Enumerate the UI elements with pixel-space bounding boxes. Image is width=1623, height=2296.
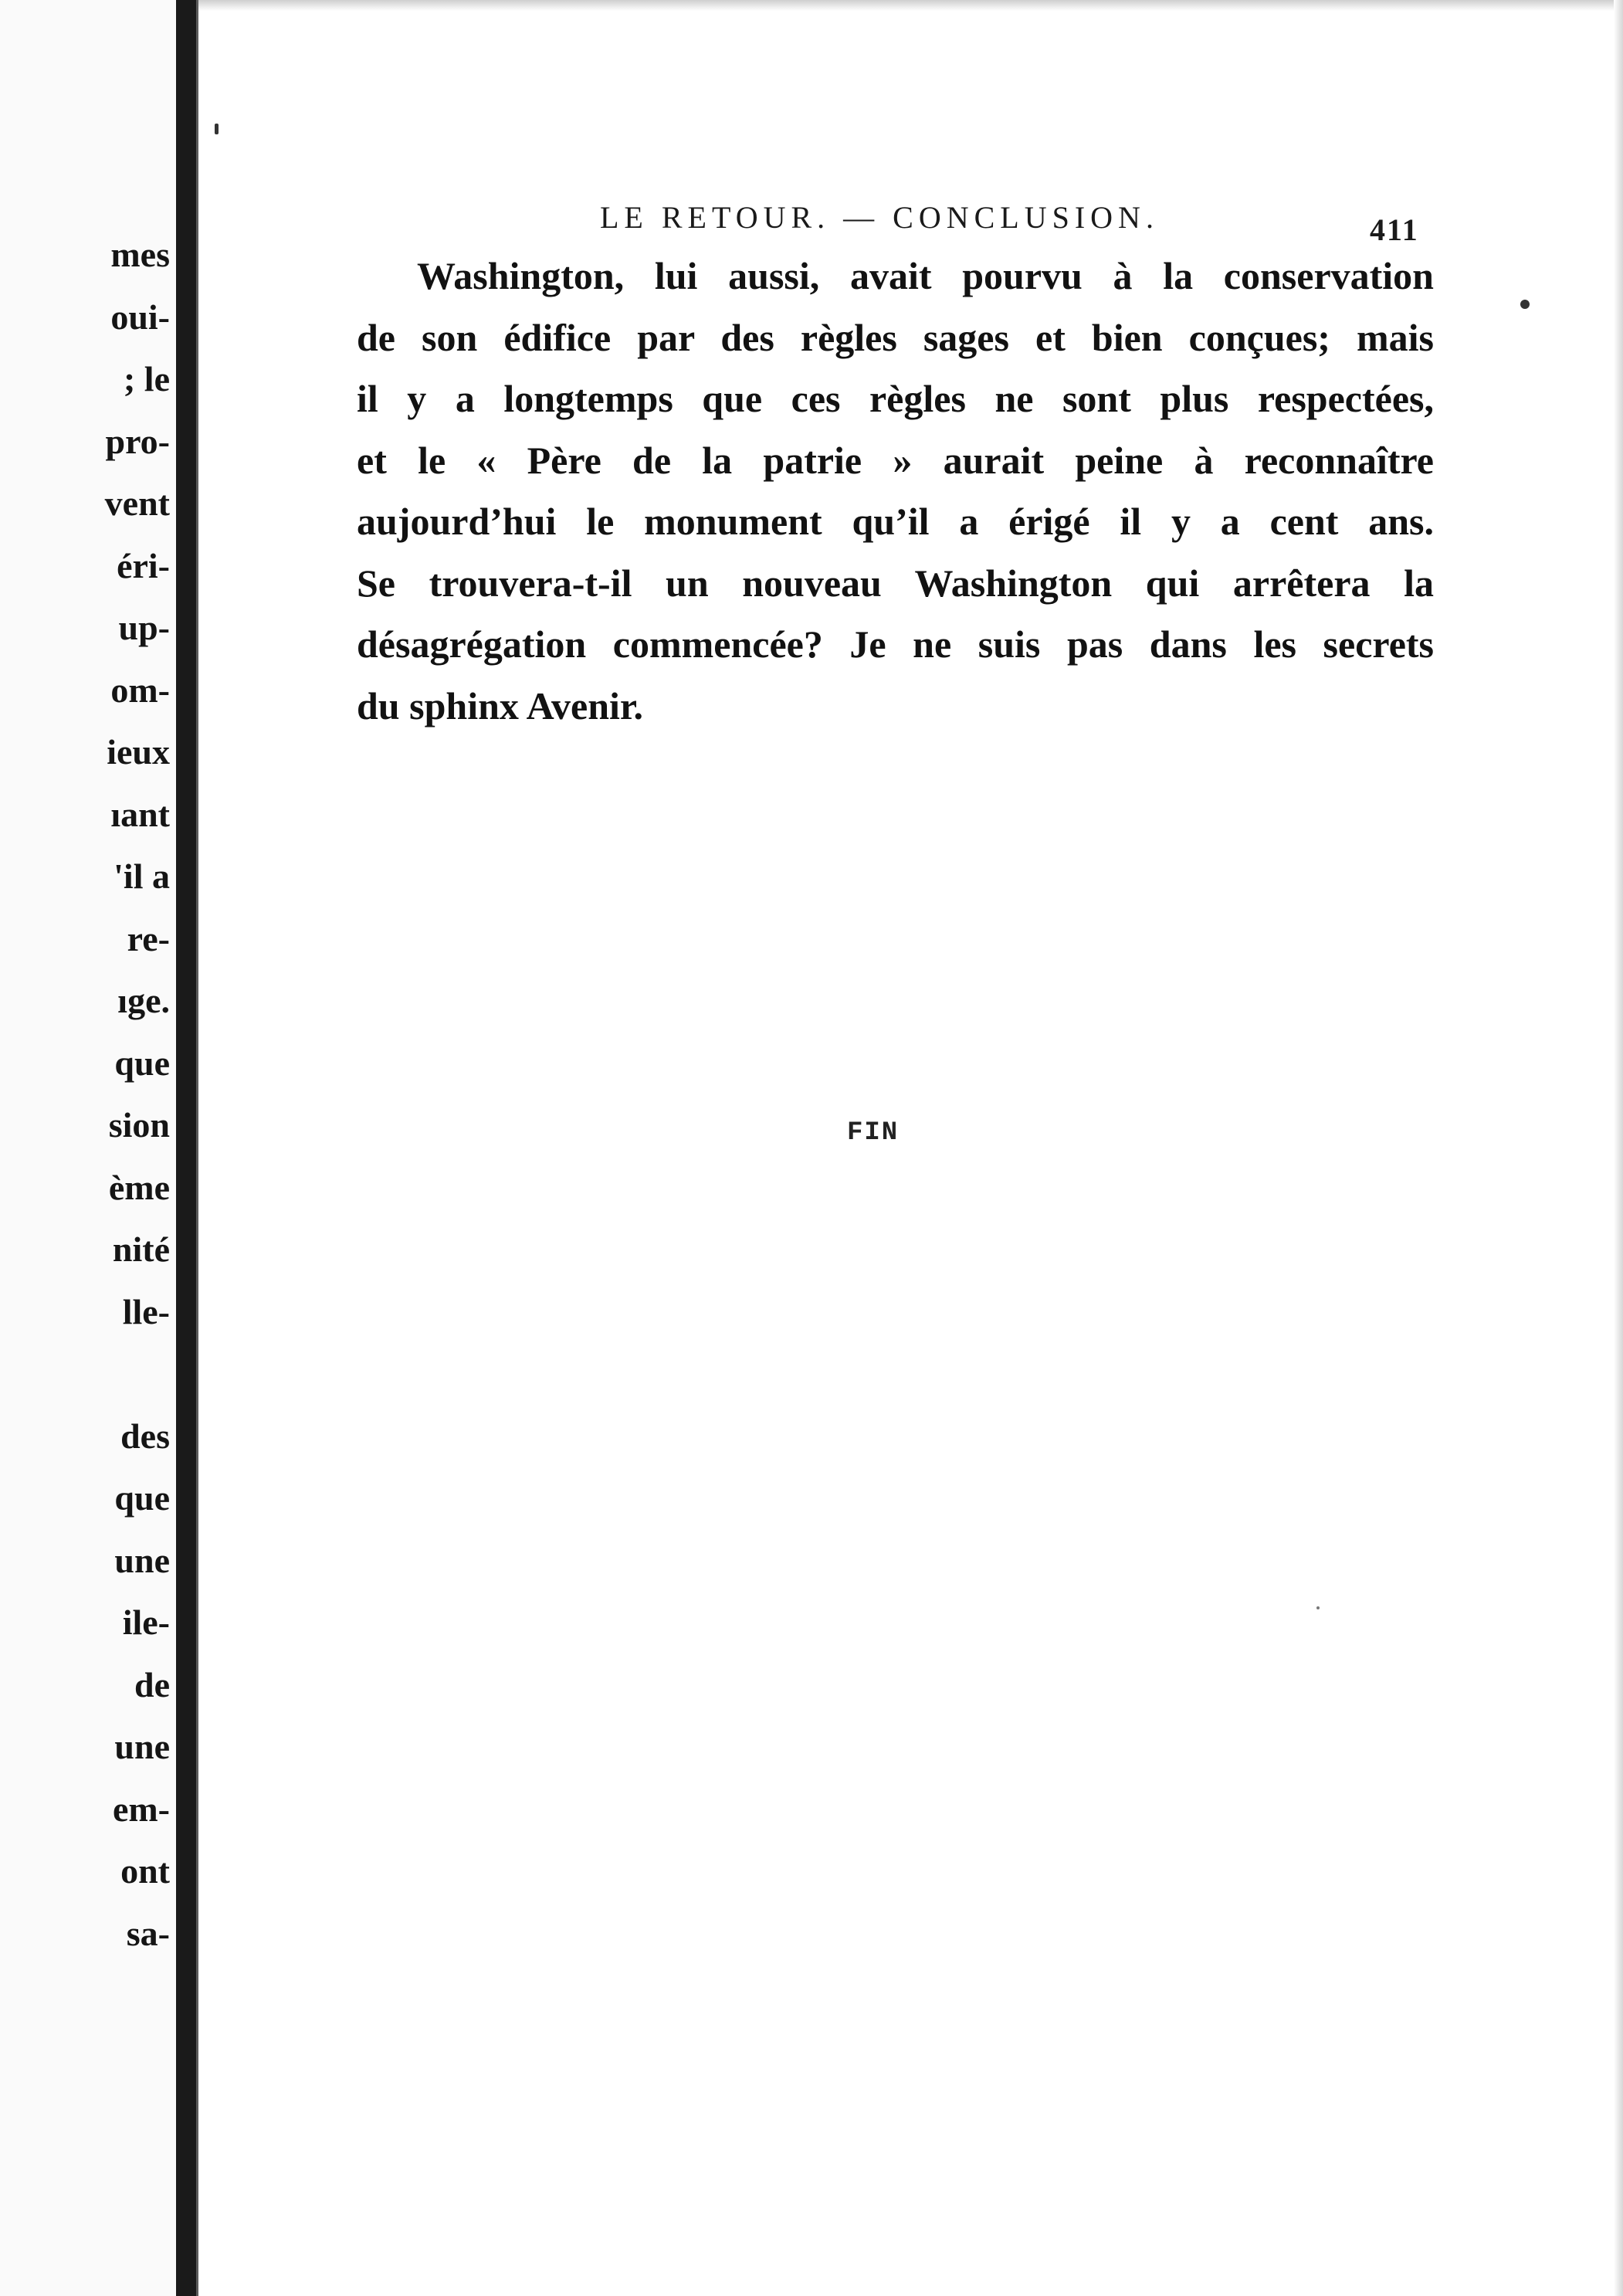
- previous-page-line-ending: une: [114, 1540, 170, 1580]
- previous-page-line-ending: ıge.: [117, 981, 170, 1020]
- text-line: Washington, lui aussi, avait pourvu à la conservation: [417, 254, 1434, 297]
- previous-page-line-ending: ieux: [107, 732, 170, 772]
- page-right-edge: [1614, 0, 1623, 2296]
- ink-speck: [1316, 1606, 1320, 1609]
- previous-page-line-ending: nité: [112, 1229, 170, 1269]
- previous-page-line-ending: up-: [118, 608, 170, 647]
- previous-page-line-endings: [105, 224, 170, 1965]
- previous-page-line-ending: re-: [127, 918, 170, 958]
- previous-page-line-ending: oui-: [110, 297, 170, 337]
- book-page: [198, 0, 1623, 2296]
- previous-page-line-ending: ème: [108, 1167, 170, 1207]
- previous-page-line-ending: [105, 1343, 170, 1406]
- previous-page-line-ending: ; le: [123, 359, 170, 398]
- end-mark: FIN: [847, 1118, 900, 1148]
- previous-page-line-ending: mes: [110, 235, 170, 274]
- previous-page-line-ending: des: [120, 1416, 170, 1456]
- previous-page-line-ending: éri-: [117, 545, 170, 585]
- previous-page-line-ending: que: [114, 1478, 170, 1518]
- ink-speck: [1520, 300, 1530, 309]
- previous-page-line-ending: om-: [110, 670, 170, 710]
- running-head: LE RETOUR. — CONCLUSION.: [600, 200, 1159, 235]
- text-line: de son édifice par des règles sages et bien conçues; mais: [357, 315, 1434, 359]
- text-line: Se trouvera-t-il un nouveau Washington qui arrêtera la: [357, 561, 1434, 605]
- previous-page-line-ending: em-: [112, 1789, 170, 1829]
- text-line: il y a longtemps que ces règles ne sont plus respectées,: [357, 377, 1434, 420]
- previous-page-line-ending: lle-: [122, 1291, 170, 1331]
- page-top-edge: [198, 0, 1623, 11]
- page-number: 411: [1370, 212, 1419, 247]
- text-line: désagrégation commencée? Je ne suis pas dans les secrets: [357, 622, 1434, 666]
- text-line: du sphinx Avenir.: [357, 683, 644, 727]
- previous-page-line-ending: ıant: [110, 794, 170, 834]
- text-line: et le « Père de la patrie » aurait peine à reconnaître: [357, 438, 1434, 482]
- previous-page-line-ending: sa-: [126, 1913, 170, 1953]
- previous-page-fragment: [0, 0, 176, 2296]
- book-gutter: [176, 0, 196, 2296]
- previous-page-line-ending: sion: [108, 1105, 170, 1145]
- body-paragraph: [357, 246, 1434, 737]
- previous-page-line-ending: une: [114, 1727, 170, 1766]
- previous-page-line-ending: de: [134, 1664, 170, 1704]
- previous-page-line-ending: vent: [104, 483, 170, 523]
- previous-page-line-ending: que: [114, 1043, 170, 1083]
- ink-speck: [215, 124, 219, 134]
- previous-page-line-ending: ont: [120, 1851, 170, 1891]
- previous-page-line-ending: pro-: [105, 421, 170, 461]
- previous-page-line-ending: 'il a: [114, 856, 170, 896]
- previous-page-line-ending: ile-: [122, 1602, 170, 1642]
- text-line: aujourd’hui le monument qu’il a érigé il y a cent ans.: [357, 500, 1434, 543]
